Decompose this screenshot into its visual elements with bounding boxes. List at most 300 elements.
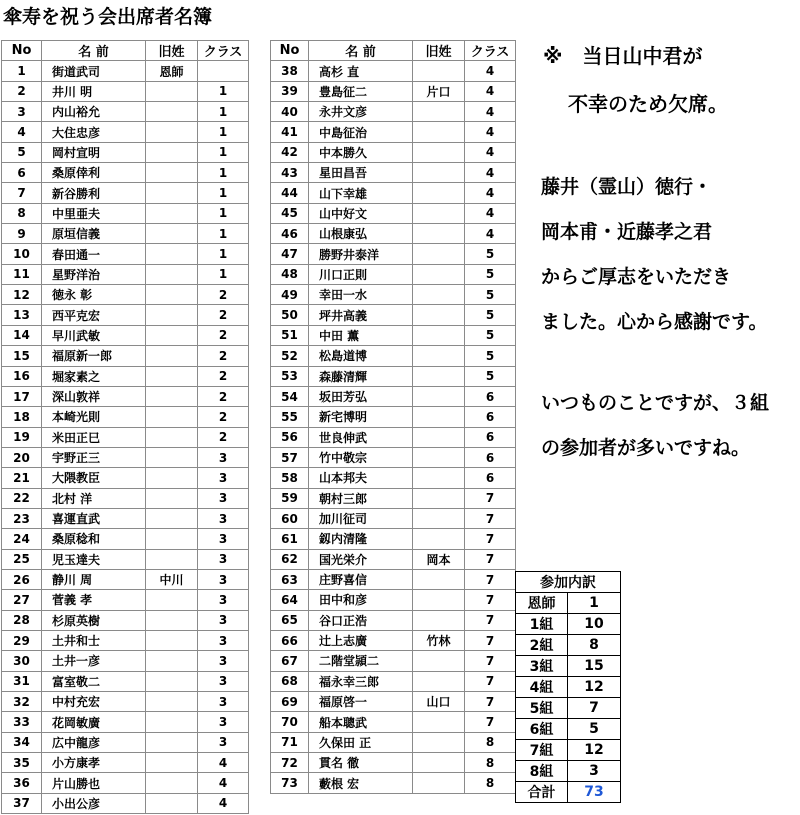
class-number: 4 xyxy=(465,61,516,81)
row-number: 2 xyxy=(2,81,42,101)
attendee-name: 竹中敬宗 xyxy=(309,447,413,467)
row-number: 18 xyxy=(2,407,42,427)
table-row xyxy=(271,305,516,325)
attendee-name: 二階堂頴二 xyxy=(309,651,413,671)
row-number: 24 xyxy=(2,529,42,549)
class-number: 3 xyxy=(198,692,249,712)
maiden-name xyxy=(413,102,465,122)
breakdown-count: 12 xyxy=(568,677,621,698)
class-number: 7 xyxy=(465,569,516,589)
table-row xyxy=(2,488,249,508)
maiden-name xyxy=(146,244,198,264)
row-number: 43 xyxy=(271,163,309,183)
attendee-name: 桑原倖利 xyxy=(42,163,146,183)
breakdown-row xyxy=(516,677,621,698)
header-no: No xyxy=(271,41,309,61)
class-number: 5 xyxy=(465,244,516,264)
table-row xyxy=(271,224,516,244)
class-number: 3 xyxy=(198,712,249,732)
class-number: 7 xyxy=(465,508,516,528)
table-row xyxy=(2,590,249,610)
attendee-name: 坪井高義 xyxy=(309,305,413,325)
maiden-name xyxy=(146,447,198,467)
row-number: 70 xyxy=(271,712,309,732)
row-number: 35 xyxy=(2,753,42,773)
maiden-name xyxy=(413,366,465,386)
class-number: 7 xyxy=(465,549,516,569)
class-number: 6 xyxy=(465,427,516,447)
maiden-name xyxy=(146,712,198,732)
class-number: 3 xyxy=(198,549,249,569)
maiden-name xyxy=(146,692,198,712)
maiden-name xyxy=(146,224,198,244)
maiden-name xyxy=(146,407,198,427)
maiden-name: 岡本 xyxy=(413,549,465,569)
row-number: 71 xyxy=(271,732,309,752)
attendee-name: 中村充宏 xyxy=(42,692,146,712)
maiden-name xyxy=(413,183,465,203)
class-number: 8 xyxy=(465,753,516,773)
breakdown-label: 1組 xyxy=(516,614,568,635)
class-number: 4 xyxy=(465,224,516,244)
maiden-name xyxy=(413,732,465,752)
class-number: 3 xyxy=(198,569,249,589)
class-number: 7 xyxy=(465,651,516,671)
class-number: 3 xyxy=(198,651,249,671)
class-number: 3 xyxy=(198,671,249,691)
class-number: 4 xyxy=(198,753,249,773)
maiden-name xyxy=(146,508,198,528)
row-number: 17 xyxy=(2,386,42,406)
header-name: 名 前 xyxy=(42,41,146,61)
maiden-name xyxy=(413,305,465,325)
breakdown-label: 恩師 xyxy=(516,593,568,614)
class-number: 2 xyxy=(198,305,249,325)
breakdown-count: 3 xyxy=(568,761,621,782)
attendee-name: 徳永 彰 xyxy=(42,285,146,305)
class-number: 2 xyxy=(198,285,249,305)
breakdown-row xyxy=(516,761,621,782)
attendee-name: 桑原稔和 xyxy=(42,529,146,549)
row-number: 53 xyxy=(271,366,309,386)
row-number: 31 xyxy=(2,671,42,691)
attendee-name: 堀家素之 xyxy=(42,366,146,386)
table-row xyxy=(271,163,516,183)
table-row xyxy=(2,793,249,813)
row-number: 32 xyxy=(2,692,42,712)
class-number: 3 xyxy=(198,610,249,630)
table-row xyxy=(2,773,249,793)
table-row xyxy=(271,325,516,345)
table-row xyxy=(271,651,516,671)
maiden-name xyxy=(146,122,198,142)
class-number: 5 xyxy=(465,346,516,366)
maiden-name xyxy=(413,468,465,488)
maiden-name xyxy=(146,203,198,223)
table-row xyxy=(2,712,249,732)
maiden-name xyxy=(146,773,198,793)
class-number: 7 xyxy=(465,529,516,549)
attendee-table-right xyxy=(270,40,516,794)
row-number: 60 xyxy=(271,508,309,528)
row-number: 64 xyxy=(271,590,309,610)
maiden-name xyxy=(146,163,198,183)
maiden-name: 片口 xyxy=(413,81,465,101)
maiden-name xyxy=(146,427,198,447)
attendee-name: 深山敦祥 xyxy=(42,386,146,406)
breakdown-count: 8 xyxy=(568,635,621,656)
table-row xyxy=(271,427,516,447)
class-number: 1 xyxy=(198,244,249,264)
class-number: 1 xyxy=(198,264,249,284)
row-number: 39 xyxy=(271,81,309,101)
table-row xyxy=(271,81,516,101)
thanks-note-line-2: 岡本甫・近藤孝之君 xyxy=(541,221,713,243)
table-row xyxy=(271,203,516,223)
attendee-name: 山中好文 xyxy=(309,203,413,223)
breakdown-row xyxy=(516,698,621,719)
breakdown-count: 5 xyxy=(568,719,621,740)
row-number: 46 xyxy=(271,224,309,244)
row-number: 12 xyxy=(2,285,42,305)
maiden-name xyxy=(413,407,465,427)
maiden-name xyxy=(413,61,465,81)
table-row xyxy=(2,163,249,183)
maiden-name xyxy=(413,264,465,284)
row-number: 41 xyxy=(271,122,309,142)
attendee-name: 小出公彦 xyxy=(42,793,146,813)
class-number: 7 xyxy=(465,610,516,630)
table-row xyxy=(271,712,516,732)
row-number: 27 xyxy=(2,590,42,610)
attendee-name: 山根康弘 xyxy=(309,224,413,244)
row-number: 73 xyxy=(271,773,309,793)
attendee-name: 早川武敏 xyxy=(42,325,146,345)
row-number: 57 xyxy=(271,447,309,467)
breakdown-label: 5組 xyxy=(516,698,568,719)
maiden-name xyxy=(146,793,198,813)
table-row xyxy=(271,732,516,752)
maiden-name xyxy=(413,203,465,223)
maiden-name xyxy=(146,81,198,101)
breakdown-row xyxy=(516,740,621,761)
table-row xyxy=(2,264,249,284)
breakdown-row xyxy=(516,593,621,614)
table-row xyxy=(271,122,516,142)
maiden-name xyxy=(146,386,198,406)
row-number: 23 xyxy=(2,508,42,528)
breakdown-label: 4組 xyxy=(516,677,568,698)
maiden-name: 山口 xyxy=(413,692,465,712)
attendee-name: 高杉 直 xyxy=(309,61,413,81)
maiden-name xyxy=(146,183,198,203)
table-row xyxy=(2,81,249,101)
attendee-name: 加川征司 xyxy=(309,508,413,528)
attendee-name: 坂田芳弘 xyxy=(309,386,413,406)
class-number: 7 xyxy=(465,671,516,691)
row-number: 11 xyxy=(2,264,42,284)
row-number: 7 xyxy=(2,183,42,203)
absence-note-line-1: ※ 当日山中君が xyxy=(543,44,703,68)
breakdown-count: 1 xyxy=(568,593,621,614)
row-number: 26 xyxy=(2,569,42,589)
table-row xyxy=(2,61,249,81)
table-row xyxy=(271,102,516,122)
maiden-name xyxy=(413,122,465,142)
row-number: 72 xyxy=(271,753,309,773)
table-row xyxy=(271,264,516,284)
table-row xyxy=(271,671,516,691)
row-number: 44 xyxy=(271,183,309,203)
breakdown-total-value: 73 xyxy=(568,782,621,803)
thanks-note-line-4: ました。心から感謝です。 xyxy=(541,311,768,333)
table-row xyxy=(2,671,249,691)
attendee-name: 片山勝也 xyxy=(42,773,146,793)
class-number: 4 xyxy=(465,163,516,183)
maiden-name xyxy=(146,549,198,569)
attendee-name: 中島征治 xyxy=(309,122,413,142)
row-number: 6 xyxy=(2,163,42,183)
maiden-name xyxy=(146,630,198,650)
maiden-name xyxy=(413,712,465,732)
maiden-name xyxy=(413,427,465,447)
maiden-name xyxy=(413,569,465,589)
table-row xyxy=(271,447,516,467)
attendee-name: 花岡敏廣 xyxy=(42,712,146,732)
attendee-name: 貫名 徹 xyxy=(309,753,413,773)
table-row xyxy=(271,549,516,569)
attendee-name: 田中和彦 xyxy=(309,590,413,610)
attendee-table-left xyxy=(1,40,249,814)
class-number: 7 xyxy=(465,488,516,508)
attendee-name: 幸田一水 xyxy=(309,285,413,305)
class-number: 1 xyxy=(198,224,249,244)
table-row xyxy=(2,122,249,142)
attendance-breakdown-table xyxy=(515,571,621,803)
attendee-name: 春田通一 xyxy=(42,244,146,264)
table-row xyxy=(2,386,249,406)
attendee-name: 井川 明 xyxy=(42,81,146,101)
class-number: 1 xyxy=(198,203,249,223)
class-number: 3 xyxy=(198,732,249,752)
table-row xyxy=(271,183,516,203)
row-number: 58 xyxy=(271,468,309,488)
maiden-name xyxy=(413,508,465,528)
class-number: 5 xyxy=(465,285,516,305)
attendee-name: 庄野喜信 xyxy=(309,569,413,589)
row-number: 69 xyxy=(271,692,309,712)
attendee-name: 永井文彦 xyxy=(309,102,413,122)
maiden-name xyxy=(146,488,198,508)
attendee-name: 児玉達夫 xyxy=(42,549,146,569)
table-row xyxy=(2,224,249,244)
breakdown-total-row xyxy=(516,782,621,803)
table-row xyxy=(271,142,516,162)
maiden-name xyxy=(146,142,198,162)
table-row xyxy=(271,244,516,264)
row-number: 13 xyxy=(2,305,42,325)
maiden-name xyxy=(146,610,198,630)
maiden-name xyxy=(413,773,465,793)
maiden-name xyxy=(413,325,465,345)
row-number: 8 xyxy=(2,203,42,223)
breakdown-label: 8組 xyxy=(516,761,568,782)
maiden-name xyxy=(413,753,465,773)
breakdown-label: 6組 xyxy=(516,719,568,740)
maiden-name xyxy=(413,244,465,264)
breakdown-row xyxy=(516,656,621,677)
class-number: 6 xyxy=(465,386,516,406)
class-number: 2 xyxy=(198,346,249,366)
maiden-name xyxy=(413,488,465,508)
attendee-name: 米田正巳 xyxy=(42,427,146,447)
attendee-name: 森藤清輝 xyxy=(309,366,413,386)
attendee-name: 街道武司 xyxy=(42,61,146,81)
maiden-name xyxy=(146,529,198,549)
maiden-name xyxy=(146,285,198,305)
class-number: 2 xyxy=(198,407,249,427)
breakdown-label: 3組 xyxy=(516,656,568,677)
maiden-name xyxy=(413,163,465,183)
table-row xyxy=(271,366,516,386)
attendee-name: 原垣信義 xyxy=(42,224,146,244)
attendee-name: 内山裕允 xyxy=(42,102,146,122)
row-number: 28 xyxy=(2,610,42,630)
row-number: 50 xyxy=(271,305,309,325)
row-number: 1 xyxy=(2,61,42,81)
row-number: 34 xyxy=(2,732,42,752)
attendee-name: 福永幸三郎 xyxy=(309,671,413,691)
table-row xyxy=(2,142,249,162)
attendee-name: 朝村三郎 xyxy=(309,488,413,508)
attendee-name: 小方康孝 xyxy=(42,753,146,773)
row-number: 68 xyxy=(271,671,309,691)
attendee-name: 谷口正浩 xyxy=(309,610,413,630)
row-number: 16 xyxy=(2,366,42,386)
table-header-row xyxy=(2,41,249,61)
table-row xyxy=(2,549,249,569)
header-kyusei: 旧姓 xyxy=(146,41,198,61)
table-row xyxy=(2,183,249,203)
maiden-name: 中川 xyxy=(146,569,198,589)
row-number: 62 xyxy=(271,549,309,569)
breakdown-count: 12 xyxy=(568,740,621,761)
table-row xyxy=(2,692,249,712)
table-row xyxy=(271,692,516,712)
breakdown-title-row xyxy=(516,572,621,593)
breakdown-count: 15 xyxy=(568,656,621,677)
attendee-name: 勝野井泰洋 xyxy=(309,244,413,264)
row-number: 37 xyxy=(2,793,42,813)
class-number: 8 xyxy=(465,773,516,793)
row-number: 59 xyxy=(271,488,309,508)
maiden-name xyxy=(413,386,465,406)
attendee-name: 土井一彦 xyxy=(42,651,146,671)
row-number: 48 xyxy=(271,264,309,284)
maiden-name xyxy=(413,590,465,610)
table-row xyxy=(271,529,516,549)
class-number: 2 xyxy=(198,386,249,406)
row-number: 4 xyxy=(2,122,42,142)
table-header-row xyxy=(271,41,516,61)
table-row xyxy=(271,61,516,81)
row-number: 5 xyxy=(2,142,42,162)
class-number: 7 xyxy=(465,590,516,610)
class-number: 4 xyxy=(198,793,249,813)
table-row xyxy=(2,427,249,447)
attendee-name: 福原啓一 xyxy=(309,692,413,712)
maiden-name xyxy=(146,590,198,610)
breakdown-row xyxy=(516,614,621,635)
attendee-name: 船本聰武 xyxy=(309,712,413,732)
row-number: 33 xyxy=(2,712,42,732)
breakdown-label: 7組 xyxy=(516,740,568,761)
maiden-name xyxy=(146,264,198,284)
row-number: 22 xyxy=(2,488,42,508)
row-number: 47 xyxy=(271,244,309,264)
maiden-name xyxy=(146,305,198,325)
class-number: 1 xyxy=(198,122,249,142)
table-row xyxy=(271,630,516,650)
maiden-name xyxy=(413,142,465,162)
row-number: 56 xyxy=(271,427,309,447)
table-row xyxy=(271,285,516,305)
attendee-name: 松島道博 xyxy=(309,346,413,366)
table-row xyxy=(2,569,249,589)
table-row xyxy=(2,325,249,345)
table-row xyxy=(2,407,249,427)
class-number: 1 xyxy=(198,142,249,162)
class-number: 6 xyxy=(465,468,516,488)
attendee-name: 北村 洋 xyxy=(42,488,146,508)
row-number: 20 xyxy=(2,447,42,467)
breakdown-count: 10 xyxy=(568,614,621,635)
header-class: クラス xyxy=(198,41,249,61)
class-number: 4 xyxy=(465,203,516,223)
table-row xyxy=(2,753,249,773)
table-row xyxy=(271,753,516,773)
attendee-name: 福原新一郎 xyxy=(42,346,146,366)
table-row xyxy=(271,569,516,589)
attendee-name: 国光栄介 xyxy=(309,549,413,569)
class-number: 4 xyxy=(465,142,516,162)
class-number: 6 xyxy=(465,447,516,467)
maiden-name xyxy=(413,346,465,366)
attendee-name: 本崎光則 xyxy=(42,407,146,427)
table-row xyxy=(271,488,516,508)
attendee-name: 山本邦夫 xyxy=(309,468,413,488)
table-row xyxy=(2,447,249,467)
row-number: 63 xyxy=(271,569,309,589)
row-number: 9 xyxy=(2,224,42,244)
class-number: 4 xyxy=(198,773,249,793)
class-note-line-2: の参加者が多いですね。 xyxy=(541,437,751,459)
row-number: 36 xyxy=(2,773,42,793)
class-number: 3 xyxy=(198,447,249,467)
attendee-name: 山下幸雄 xyxy=(309,183,413,203)
maiden-name xyxy=(413,224,465,244)
maiden-name: 恩師 xyxy=(146,61,198,81)
class-number: 7 xyxy=(465,630,516,650)
maiden-name xyxy=(413,529,465,549)
attendee-name: 杉原英樹 xyxy=(42,610,146,630)
attendee-name: 静川 周 xyxy=(42,569,146,589)
table-row xyxy=(2,102,249,122)
table-row xyxy=(2,305,249,325)
thanks-note-line-3: からご厚志をいただき xyxy=(541,266,732,288)
maiden-name xyxy=(146,366,198,386)
breakdown-row xyxy=(516,635,621,656)
